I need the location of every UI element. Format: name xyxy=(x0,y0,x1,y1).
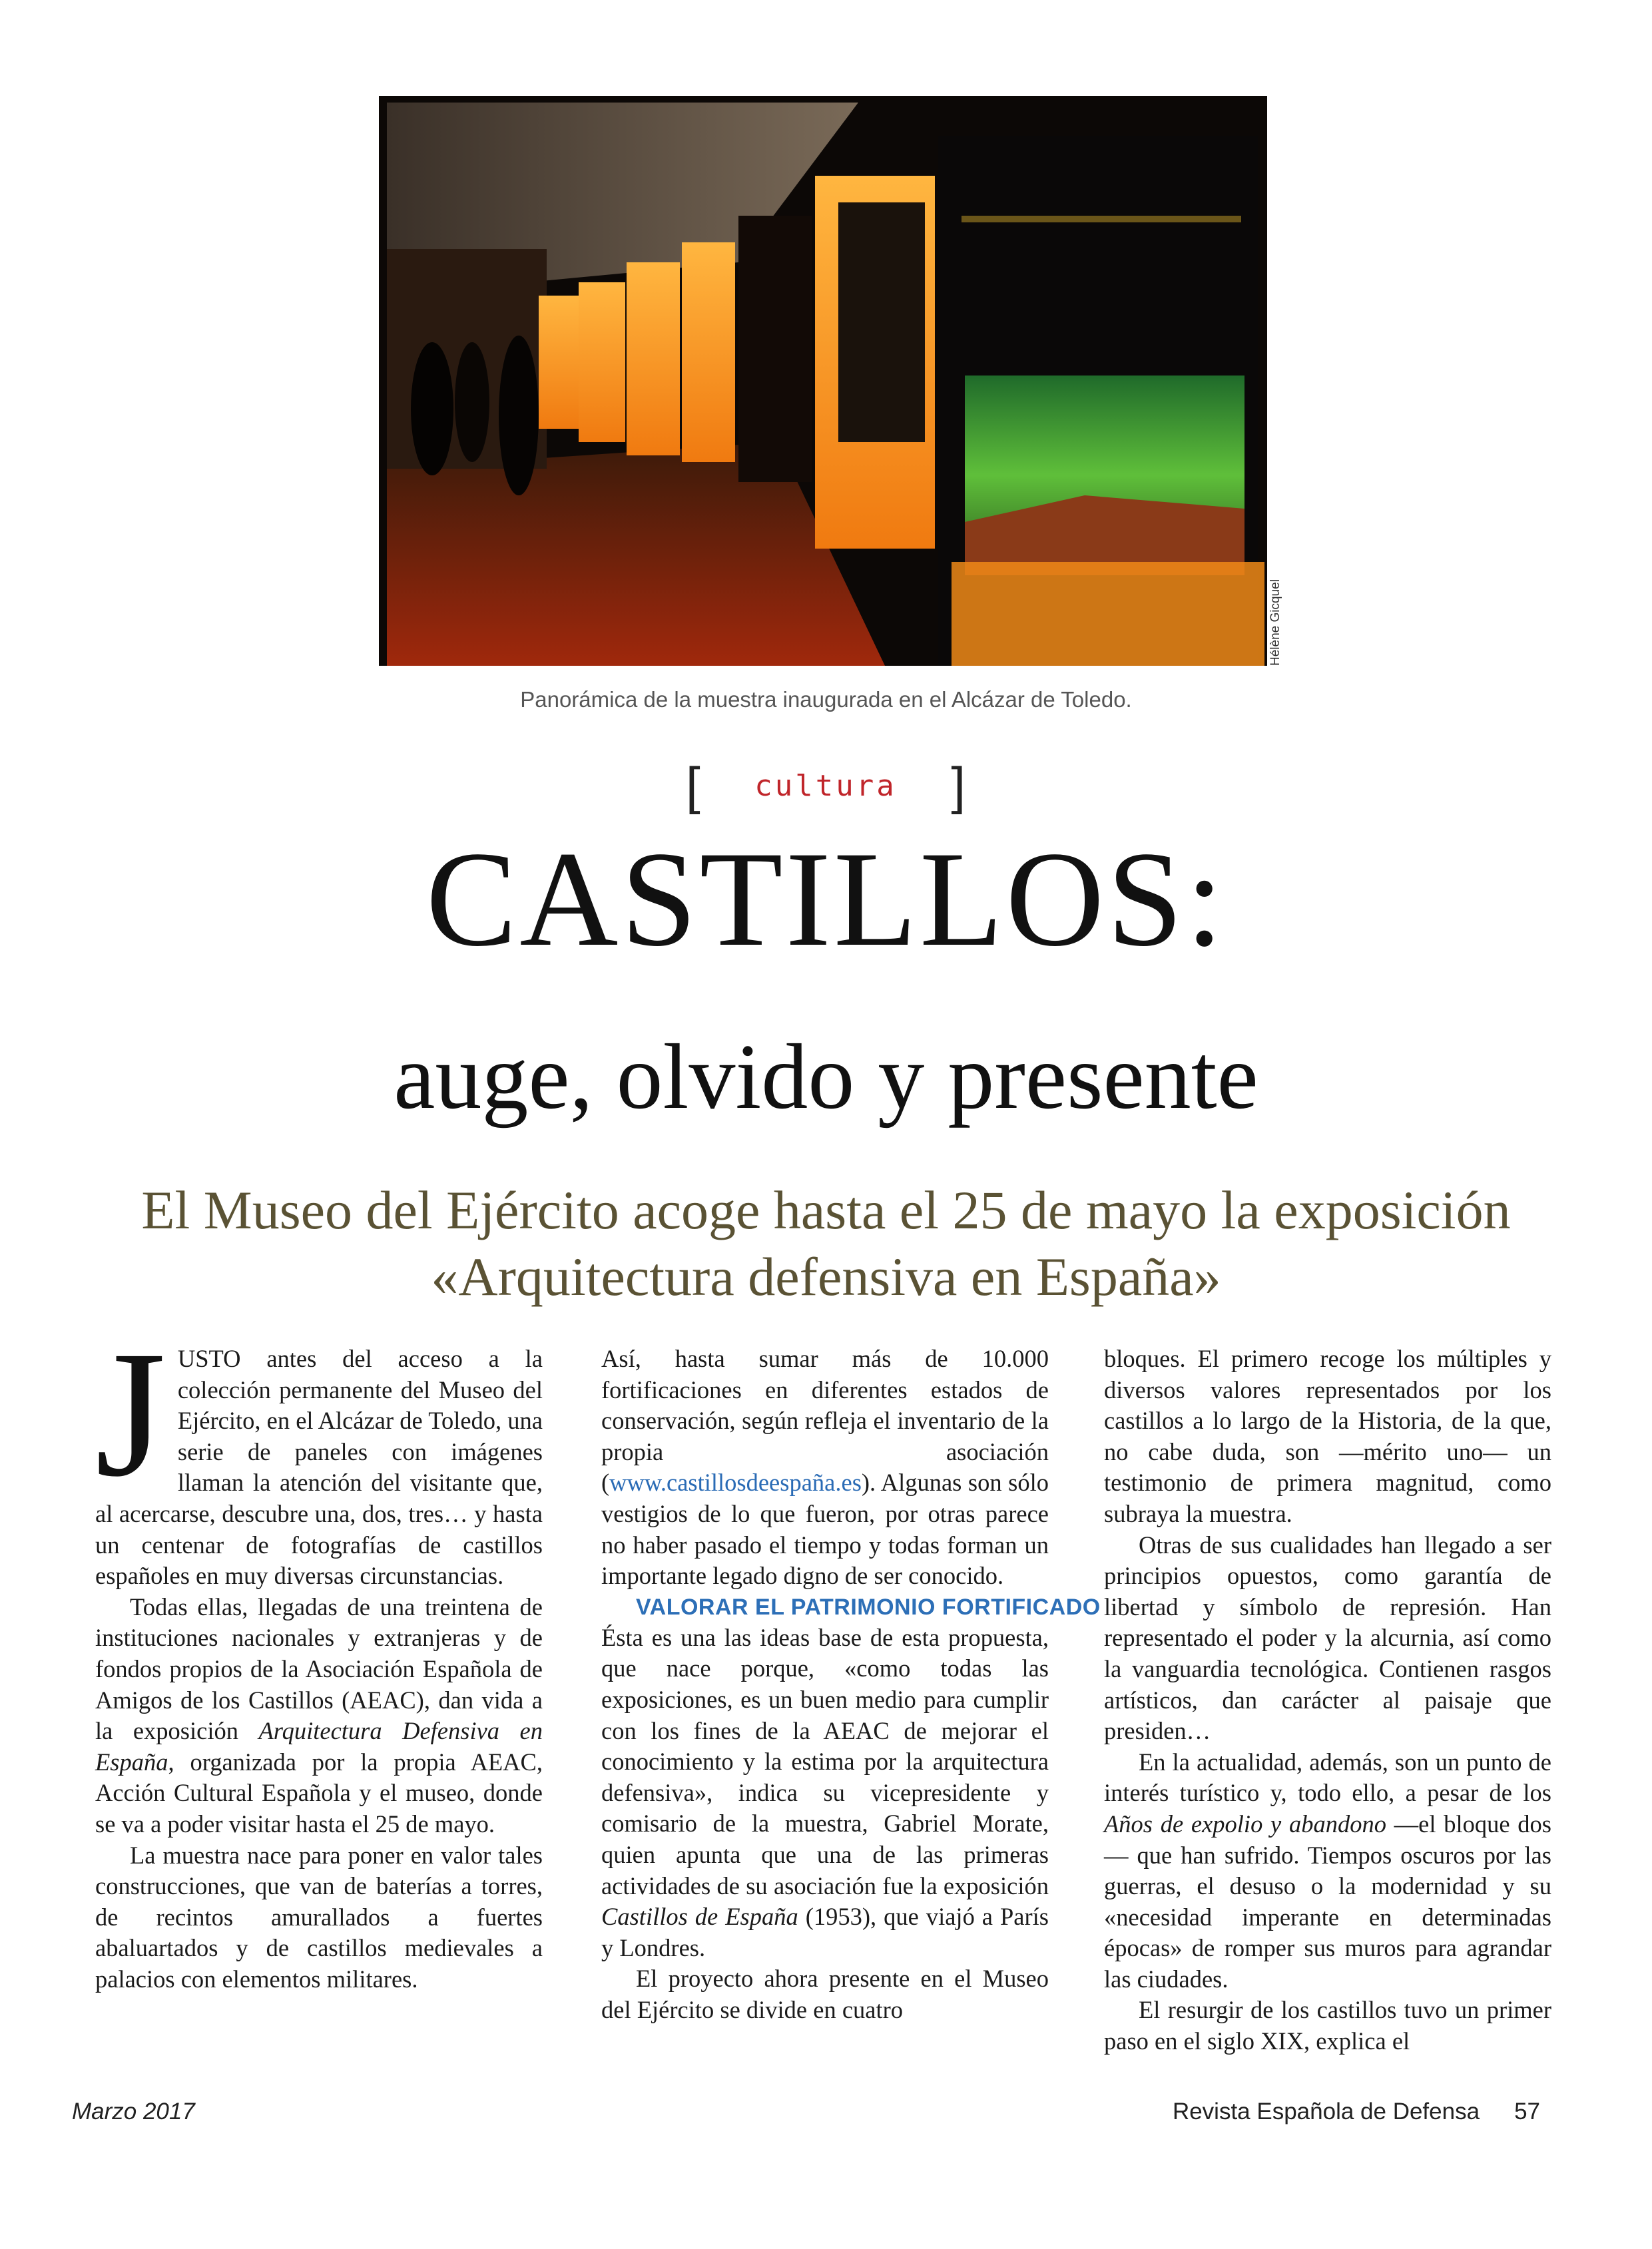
section-tag xyxy=(686,756,965,815)
paragraph: bloques. El primero recoge los múltiples y diversos valores representados por los castillos a lo largo de la Historia, de la que, no cabe duda, son —mérito uno— un testimonio de primera magnitud, como subraya la muestra. xyxy=(1104,1345,1551,1527)
paragraph-text: USTO antes del acceso a la colección permanente del Museo del Ejército, en el Alcázar de Toledo, una serie de paneles con imágenes llaman la atención del visitante que, al acercarse, descubre una, dos, tres… y hasta un centenar de fotografías de castillos españoles en muy diversas circunstancias. xyxy=(95,1345,543,1590)
publication-name: Revista Española de Defensa xyxy=(1172,2099,1480,2124)
paragraph xyxy=(95,1592,543,1840)
paragraph-text: (1953), que viajó a París y Londres. xyxy=(601,1903,1049,1961)
paragraph-text: Así, hasta sumar más de 10.000 fortificaciones en diferentes estados de conservación, según refleja el inventario de la propia asociación ( xyxy=(601,1345,1049,1497)
exhibition-title: Castillos de España xyxy=(601,1903,798,1931)
article-column-3 xyxy=(1104,1344,1551,2076)
article-column-2 xyxy=(601,1344,1101,2076)
block-title: Años de expolio y abandono xyxy=(1104,1810,1386,1838)
paragraph xyxy=(95,1314,543,1592)
website-link[interactable]: www.castillosdeespaña.es xyxy=(609,1469,862,1497)
headline-dek: El Museo del Ejército acoge hasta el 25 de mayo la exposición «Arquitectura defensiva en España» xyxy=(141,1180,1511,1307)
open-bracket: [ xyxy=(686,756,700,815)
paragraph-text: , organizada por la propia AEAC, Acción Cultural Española y el museo, donde se va a poder visitar hasta el 25 de mayo. xyxy=(95,1748,543,1838)
paragraph-text: ). Algunas son sólo vestigios de lo que fueron, por otras parece no haber pasado el tiempo y todas forman un importante legado digno de ser conocido. xyxy=(601,1469,1049,1590)
paragraph-text: Todas ellas, llegadas de una treintena de instituciones nacionales y extranjeras y de fondos propios de la Asociación Española de Amigos de los Castillos (AEAC), dan vida a la exposición xyxy=(95,1593,543,1745)
exhibition-photo-image xyxy=(379,96,1267,666)
headline-subtitle: auge, olvido y presente xyxy=(394,1025,1258,1128)
drop-cap: J xyxy=(95,1314,166,1514)
paragraph: La muestra nace para poner en valor tales construcciones, que van de baterías a torres, de recintos amurallados a fuertes abaluartados y de castillos medievales a palacios con elementos militares. xyxy=(95,1841,543,1993)
photo-caption: Panorámica de la muestra inaugurada en el Alcázar de Toledo. xyxy=(520,687,1132,712)
paragraph-text: En la actualidad, además, son un punto de interés turístico y, todo ello, a pesar de los xyxy=(1104,1748,1551,1807)
page-number: 57 xyxy=(1514,2099,1540,2124)
paragraph xyxy=(1104,1747,1551,1995)
footer-date: Marzo 2017 xyxy=(72,2099,195,2124)
exhibition-photo xyxy=(379,96,1267,666)
paragraph-text: —el bloque dos— que han sufrido. Tiempos oscuros por las guerras, el desuso o la modernidad y su «necesidad imperante en determinadas épocas» de romper sus muros para agrandar las ciudades. xyxy=(1104,1810,1551,1993)
footer-publication xyxy=(1173,2099,1540,2125)
paragraph xyxy=(601,1344,1049,1592)
paragraph-text: Ésta es una las ideas base de esta propuesta, que nace porque, «como todas las exposiciones, es un buen medio para cumplir con los fines de la AEAC de mejorar el conocimiento y la estima por la arquitectura defensiva», indica su vicepresidente y comisario de la muestra, Gabriel Morate, quien apunta que una de las primeras actividades de su asociación fue la exposición xyxy=(601,1623,1049,1899)
exhibition-title: Arquitectura Defensiva en España xyxy=(95,1717,543,1776)
paragraph xyxy=(601,1623,1049,1964)
paragraph: El proyecto ahora presente en el Museo del Ejército se divide en cuatro xyxy=(601,1965,1049,2023)
paragraph: Otras de sus cualidades han llegado a ser principios opuestos, como garantía de libertad y símbolo de represión. Han representado el poder y la alcurnia, así como la vanguardia tecnológica. Contienen rasgos artísticos, dan carácter al paisaje que presiden… xyxy=(1104,1531,1551,1745)
paragraph: El resurgir de los castillos tuvo un primer paso en el siglo XIX, explica el xyxy=(1104,1996,1551,2055)
photo-credit: Hélène Gicquel xyxy=(1268,579,1282,666)
headline-title: CASTILLOS: xyxy=(425,824,1227,975)
section-label: cultura xyxy=(754,768,897,803)
article-column-1 xyxy=(95,1314,543,2076)
section-subhead: VALORAR EL PATRIMONIO FORTIFICADO xyxy=(636,1594,1101,1620)
close-bracket: ] xyxy=(951,756,965,815)
